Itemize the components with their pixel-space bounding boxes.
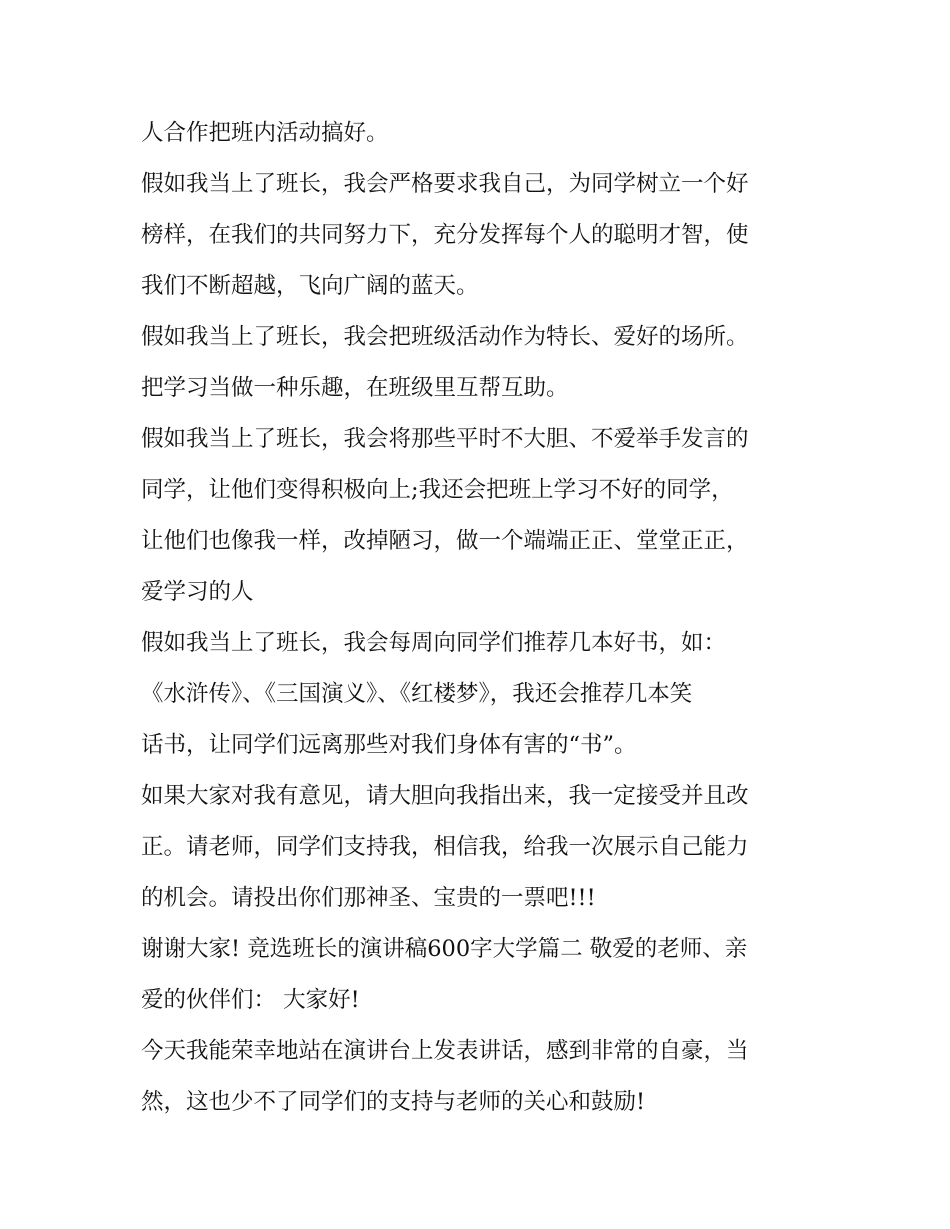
- text-line: 假如我当上了班长，我会每周向同学们推荐几本好书，如：: [141, 630, 727, 656]
- text-line: 爱的伙伴们： 大家好!: [141, 987, 360, 1013]
- text-line: 话书，让同学们远离那些对我们身体有害的“书”。: [141, 732, 637, 758]
- text-line: 假如我当上了班长，我会把班级活动作为特长、爱好的场所。: [141, 324, 749, 350]
- text-line: 《水浒传》、《三国演义》、《红楼梦》，我还会推荐几本笑: [141, 681, 693, 707]
- text-line: 假如我当上了班长，我会将那些平时不大胆、不爱举手发言的: [141, 426, 749, 452]
- text-line: 榜样，在我们的共同努力下，充分发挥每个人的聪明才智，使: [141, 222, 749, 248]
- text-line: 同学，让他们变得积极向上;我还会把班上学习不好的同学，: [141, 477, 734, 503]
- text-line: 正。请老师，同学们支持我，相信我，给我一次展示自己能力: [141, 834, 749, 860]
- text-line: 把学习当做一种乐趣，在班级里互帮互助。: [141, 375, 569, 401]
- text-line: 人合作把班内活动搞好。: [141, 120, 389, 146]
- text-line: 今天我能荣幸地站在演讲台上发表讲话，感到非常的自豪，当: [141, 1038, 749, 1064]
- text-line: 假如我当上了班长，我会严格要求我自己，为同学树立一个好: [141, 171, 749, 197]
- text-line: 如果大家对我有意见，请大胆向我指出来，我一定接受并且改: [141, 783, 749, 809]
- text-line: 爱学习的人: [141, 579, 254, 605]
- text-line: 然，这也少不了同学们的支持与老师的关心和鼓励!: [141, 1089, 646, 1115]
- text-line: 谢谢大家! 竞选班长的演讲稿600字大学篇二 敬爱的老师、亲: [141, 936, 748, 962]
- text-line: 我们不断超越，飞向广阔的蓝天。: [141, 273, 479, 299]
- text-line: 让他们也像我一样，改掉陋习，做一个端端正正、堂堂正正，: [141, 528, 749, 554]
- text-line: 的机会。请投出你们那神圣、宝贵的一票吧!!!: [141, 885, 596, 911]
- document-body: [141, 108, 821, 1128]
